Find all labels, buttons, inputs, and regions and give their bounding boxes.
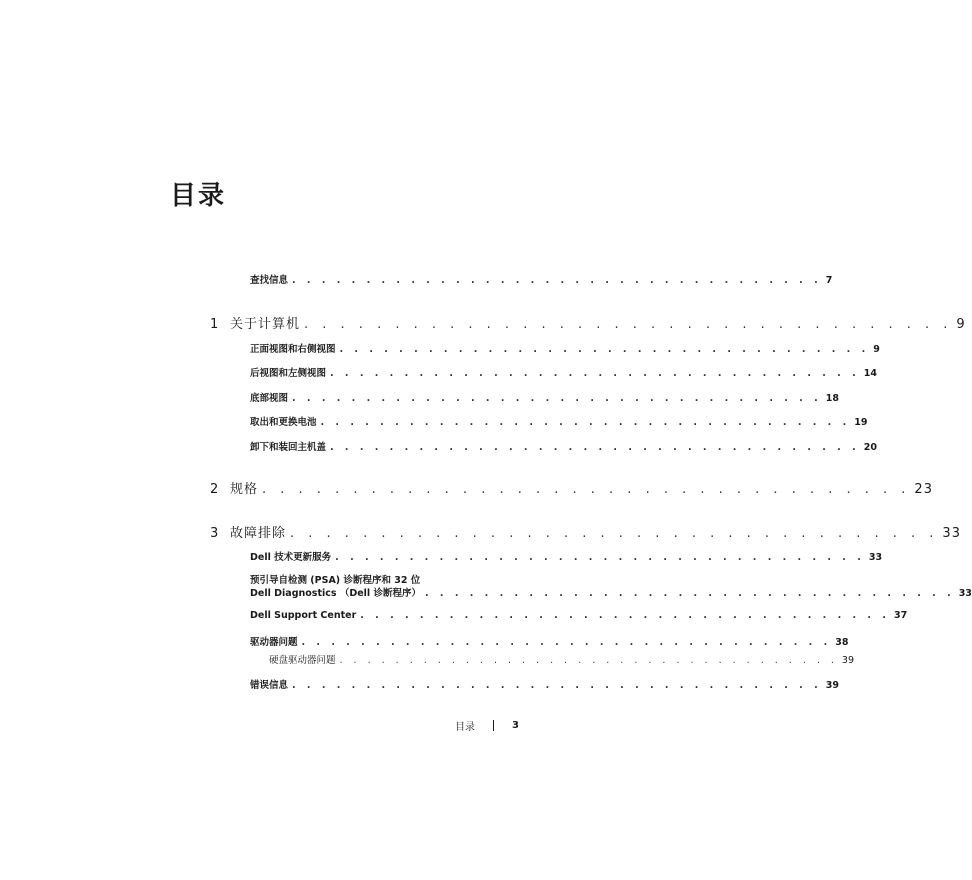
toc-entry-label: 正面视图和右侧视图 [250, 344, 336, 355]
toc-entry-label: Dell 技术更新服务 [250, 552, 332, 563]
dot-leader: . . . . . . . . . . . . . . . . . . . . . . . . . . . . . . . . . . . . [330, 368, 860, 379]
dot-leader: . . . . . . . . . . . . . . . . . . . . . . . . . . . . . . . . . . . . [292, 275, 822, 286]
toc-page-number: 18 [825, 393, 839, 404]
toc-entry-line2 [250, 587, 972, 600]
toc-section-front-right-view[interactable] [250, 341, 880, 355]
dot-leader: . . . . . . . . . . . . . . . . . . . . . . . . . . . . . . . . . . . . [360, 610, 890, 621]
dot-leader: . . . . . . . . . . . . . . . . . . . . . . . . . . . . . . . . . . . . [304, 317, 953, 332]
chapter-number: 3 [210, 526, 220, 541]
dot-leader: . . . . . . . . . . . . . . . . . . . . . . . . . . . . . . . . . . . . [339, 344, 870, 355]
toc-section-base-cover[interactable] [250, 439, 877, 453]
toc-chapter-2[interactable] [210, 478, 933, 497]
toc-page-number: 33 [868, 552, 883, 563]
toc-entry-find-info[interactable] [250, 272, 833, 286]
toc-section-technical-update[interactable] [250, 549, 883, 563]
toc-page-number: 7 [825, 275, 833, 286]
toc-page-number: 38 [835, 637, 849, 648]
chapter-title: 故障排除 [230, 526, 287, 541]
toc-page-number: 9 [873, 344, 880, 355]
toc-page-number: 23 [914, 482, 933, 497]
toc-subsection-hard-drive-problems[interactable] [269, 652, 855, 666]
toc-page-number: 33 [942, 526, 961, 541]
toc-entry-label: 取出和更换电池 [250, 417, 317, 428]
toc-section-battery[interactable] [250, 414, 868, 428]
toc-entry-label: 硬盘驱动器问题 [269, 655, 336, 666]
toc-entry-label: 底部视图 [250, 393, 289, 404]
toc-page-number: 9 [956, 317, 966, 332]
footer-page-number: 3 [512, 720, 519, 731]
dot-leader: . . . . . . . . . . . . . . . . . . . . . . . . . . . . . . . . . . . . [301, 637, 832, 648]
chapter-number: 1 [210, 317, 220, 332]
toc-chapter-3[interactable] [210, 522, 961, 541]
toc-section-error-messages[interactable] [250, 677, 839, 691]
chapter-title: 关于计算机 [230, 317, 301, 332]
toc-entry-label: 驱动器问题 [250, 637, 298, 648]
toc-page-number: 19 [854, 417, 868, 428]
toc-entry-label: 卸下和装回主机盖 [250, 442, 327, 453]
toc-page-number: 39 [841, 655, 855, 666]
footer-section-label: 目录 [455, 722, 475, 733]
dot-leader: . . . . . . . . . . . . . . . . . . . . . . . . . . . . . . . . . . . . [262, 482, 911, 497]
chapter-title: 规格 [230, 482, 259, 497]
toc-page-number: 39 [825, 680, 839, 691]
page-title: 目录 [170, 181, 227, 211]
dot-leader: . . . . . . . . . . . . . . . . . . . . . . . . . . . . . . . . . . . . [290, 526, 939, 541]
chapter-number: 2 [210, 482, 220, 497]
toc-section-support-center[interactable] [250, 610, 908, 621]
toc-page-number: 37 [893, 610, 908, 621]
dot-leader: . . . . . . . . . . . . . . . . . . . . . . . . . . . . . . . . . . . . [335, 552, 865, 563]
toc-entry-label-line1: 预引导自检测 (PSA) 诊断程序和 32 位 [250, 575, 421, 586]
toc-entry-label: Dell Support Center [250, 610, 357, 621]
dot-leader: . . . . . . . . . . . . . . . . . . . . . . . . . . . . . . . . . . . . [330, 442, 860, 453]
dot-leader: . . . . . . . . . . . . . . . . . . . . . . . . . . . . . . . . . . . . [292, 680, 822, 691]
dot-leader: . . . . . . . . . . . . . . . . . . . . . . . . . . . . . . . . . . . . [425, 588, 955, 599]
toc-entry-label: 错误信息 [250, 680, 289, 691]
footer-divider [493, 720, 494, 731]
toc-section-drive-problems[interactable] [250, 634, 849, 648]
page-footer [455, 718, 519, 733]
toc-page-number: 14 [863, 368, 877, 379]
toc-section-back-left-view[interactable] [250, 365, 877, 379]
toc-entry-label: 查找信息 [250, 275, 289, 286]
toc-section-bottom-view[interactable] [250, 390, 839, 404]
toc-chapter-1[interactable] [210, 313, 966, 332]
dot-leader: . . . . . . . . . . . . . . . . . . . . . . . . . . . . . . . . . . . . [339, 655, 838, 666]
toc-page-number: 20 [863, 442, 877, 453]
dot-leader: . . . . . . . . . . . . . . . . . . . . . . . . . . . . . . . . . . . . [320, 417, 851, 428]
dot-leader: . . . . . . . . . . . . . . . . . . . . . . . . . . . . . . . . . . . . [292, 393, 822, 404]
toc-section-psa-diagnostics[interactable] [250, 574, 972, 600]
toc-entry-label-line2: Dell Diagnostics （Dell 诊断程序） [250, 588, 421, 599]
toc-page-number: 33 [958, 588, 972, 599]
toc-entry-label: 后视图和左侧视图 [250, 368, 327, 379]
